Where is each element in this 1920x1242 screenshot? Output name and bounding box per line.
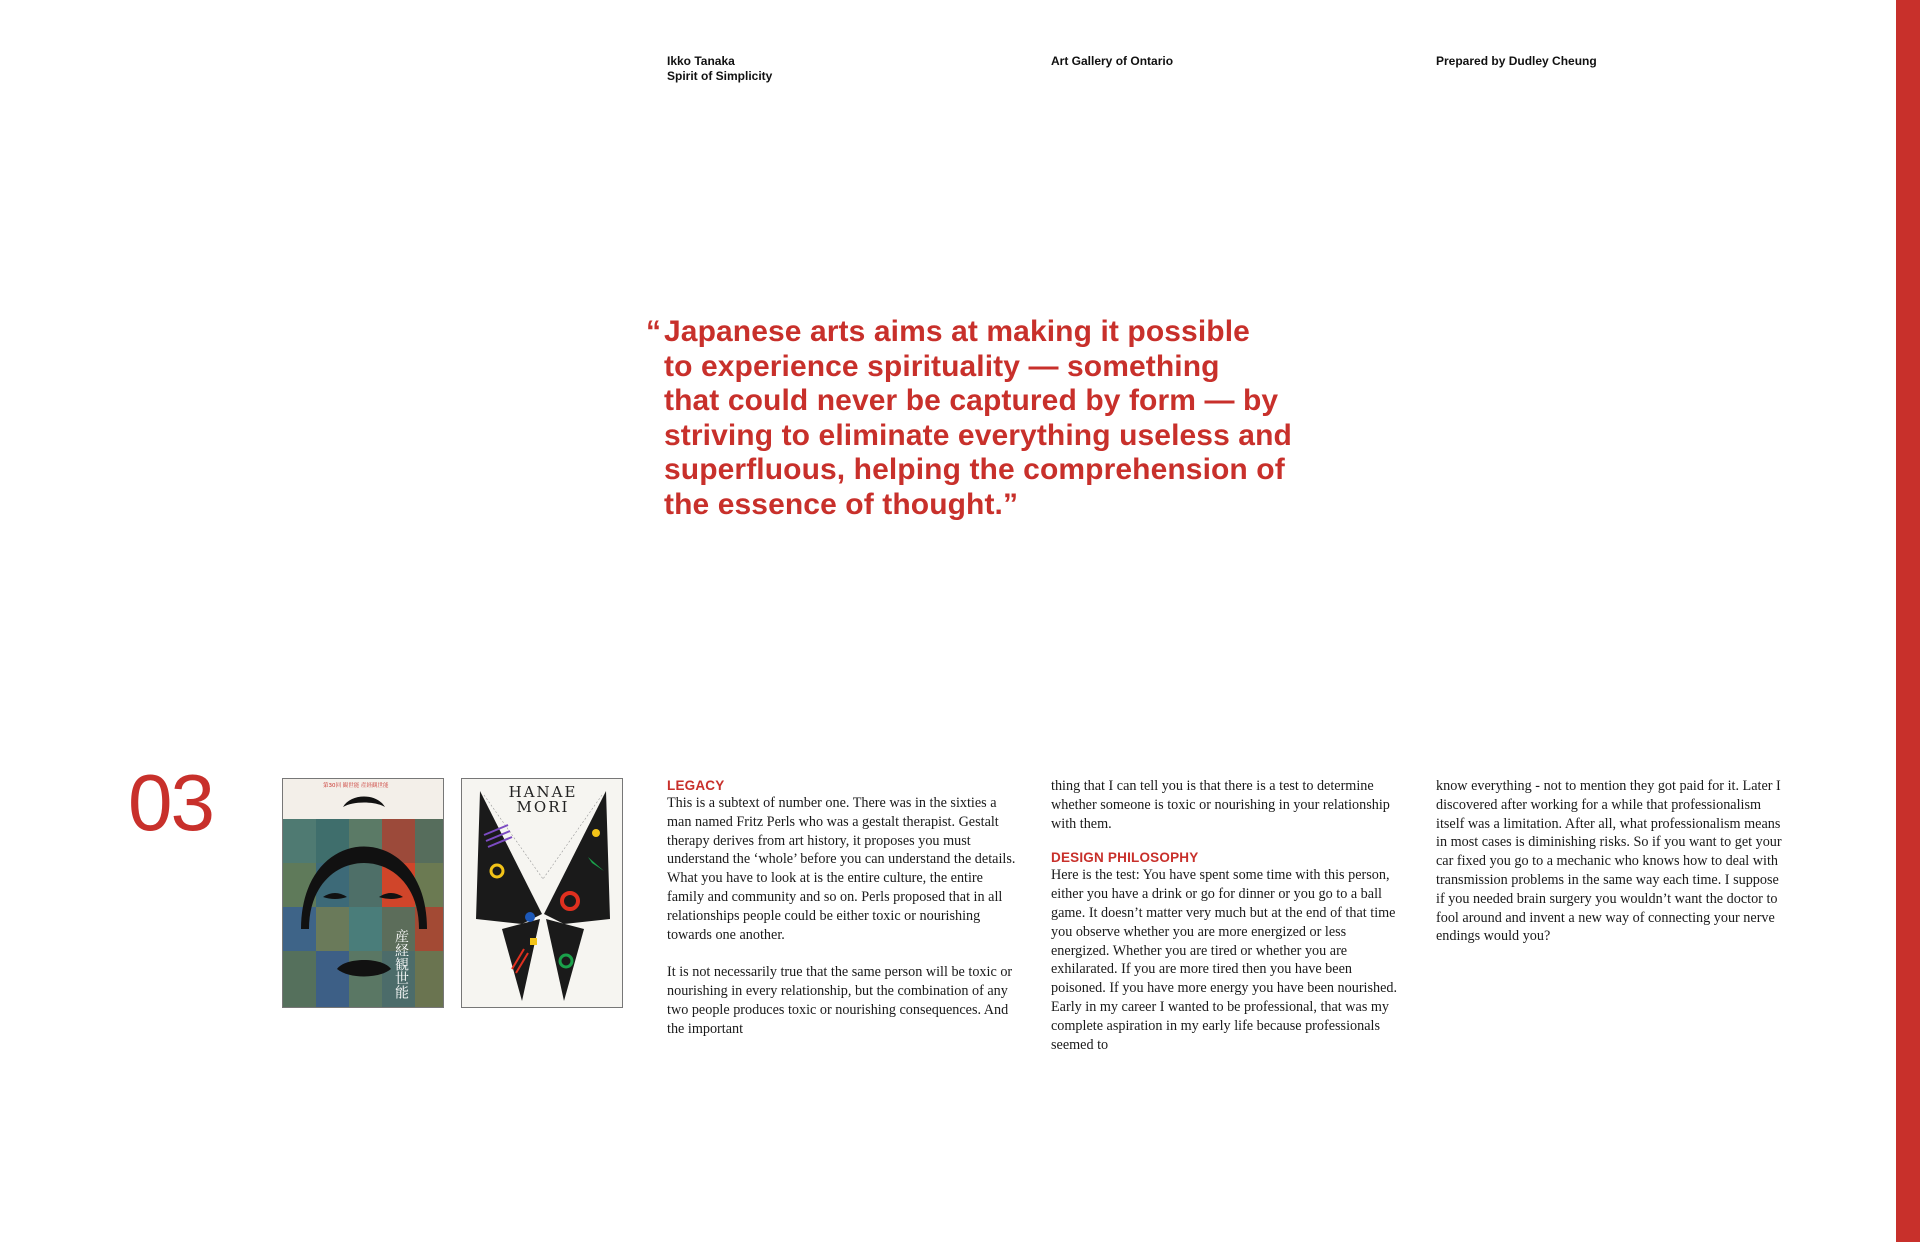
column-2-paragraph-1: thing that I can tell you is that there is a test to determine whether someone is toxic or nourishing in your relationship with them. xyxy=(1051,778,1390,832)
quote-line: Japanese arts aims at making it possible xyxy=(664,315,1250,348)
poster-hanae-title-2: MORI xyxy=(516,798,570,816)
section-number: 03 xyxy=(128,758,213,847)
header-artist: Ikko Tanaka xyxy=(667,54,735,68)
red-edge-bar xyxy=(1896,0,1920,1242)
header-credit-text: Prepared by Dudley Cheung xyxy=(1436,54,1597,68)
legacy-paragraph-1: This is a subtext of number one. There was in the sixties a man named Fritz Perls who was a gestalt therapist. Gestalt therapy derives from art history, it proposes you must understand the ‘whole’ before you can understand the details. What you have to look at is the entire culture, the entire family and community and so on. Perls proposed that in all relationships people could be either toxic or nourishing towards one another. xyxy=(667,795,1016,943)
quote-line: superfluous, helping the comprehension of xyxy=(664,453,1285,486)
poster-noh-mask xyxy=(282,778,444,1008)
poster-noh-vertical-text: 産経観世能 xyxy=(393,929,409,999)
text-column-1 xyxy=(667,777,1017,1039)
quote-line: that could never be captured by form — by xyxy=(664,384,1279,417)
poster-hanae-mori xyxy=(461,778,623,1008)
header-venue-text: Art Gallery of Ontario xyxy=(1051,54,1174,68)
header-title xyxy=(667,54,772,84)
quote-line: striving to eliminate everything useless and xyxy=(664,418,1292,452)
quote-open-mark: “ xyxy=(646,315,662,348)
header-credit xyxy=(1436,54,1597,69)
quote-line: to experience spirituality — something xyxy=(664,349,1220,383)
butterfly-illustration xyxy=(462,779,623,1008)
design-philosophy-heading: DESIGN PHILOSOPHY xyxy=(1051,850,1199,866)
header-venue xyxy=(1051,54,1173,69)
text-column-2 xyxy=(1051,777,1401,1054)
design-philosophy-paragraph: Here is the test: You have spent some time with this person, either you have a drink or go for dinner or you go to a ball game. It doesn’t matter very much but at the end of that time you observe whether you are more energized or less energized. Whether you are tired or whether you are exhilarated. If you are more tired then you have been poisoned. If you have more energy you have been nourished. Early in my career I wanted to be professional, that was my complete aspiration in my early life because professionals seemed to xyxy=(1051,867,1398,1053)
legacy-paragraph-2: It is not necessarily true that the same person will be toxic or nourishing in every relationship, but the combination of any two people produces toxic or nourishing consequences. And the important xyxy=(667,964,1013,1037)
column-3-paragraph: know everything - not to mention they got paid for it. Later I discovered after working for a while that professionalism itself was a limitation. After all, what professionalism means in most cases is diminishing risks. So if you want to get your car fixed you go to a mechanic who knows how to deal with transmission problems in the same way each time. I suppose if you needed brain surgery you wouldn’t want the doctor to fool around and invent a new way of connecting your nerve endings would you? xyxy=(1436,778,1782,945)
legacy-heading: LEGACY xyxy=(667,778,725,793)
poster-hanae-title-1: HANAE xyxy=(508,783,578,801)
poster-noh-top-text: 第30回 観世能 産経観世能 xyxy=(323,783,389,789)
noh-mask-illustration xyxy=(283,779,444,1008)
pull-quote xyxy=(646,315,1364,522)
header-exhibition: Spirit of Simplicity xyxy=(667,69,773,83)
quote-line: the essence of thought.” xyxy=(664,487,1019,521)
text-column-3 xyxy=(1436,777,1786,946)
